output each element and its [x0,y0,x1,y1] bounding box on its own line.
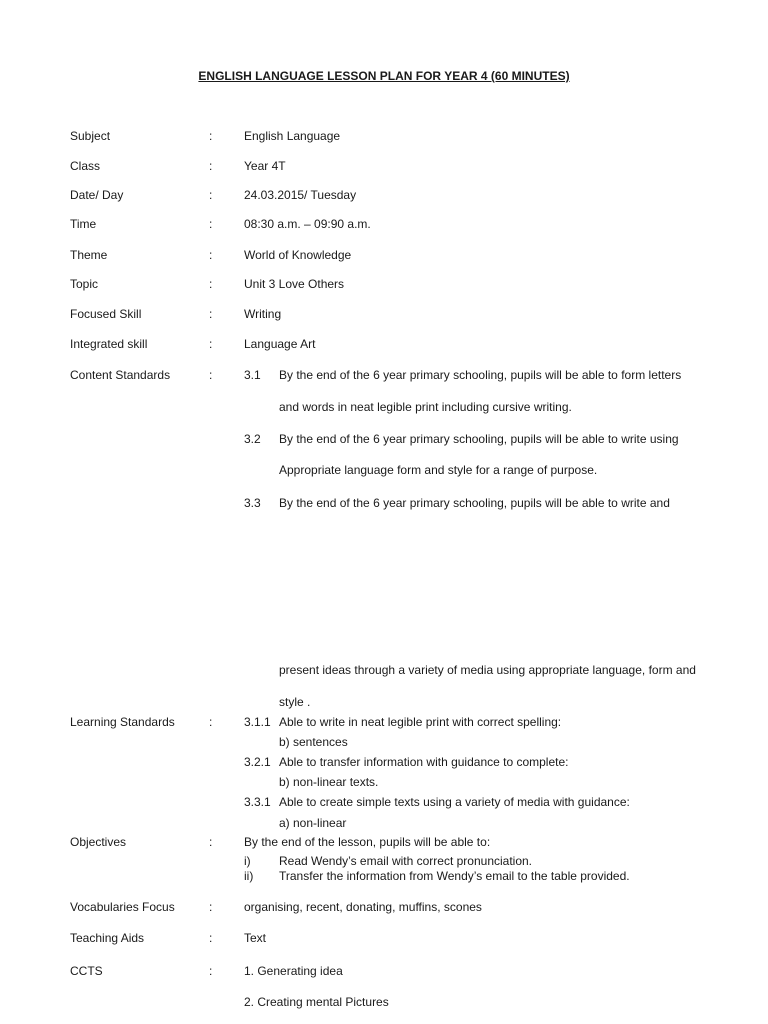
subject-value: English Language [244,129,341,143]
class-label: Class [70,159,101,173]
content-standard-text: present ideas through a variety of media using appropriate language, form and [279,663,696,677]
teaching-aids-value: Text [244,931,267,945]
learning-standard-sub: a) non-linear [279,816,347,830]
topic-value: Unit 3 Love Others [244,277,345,291]
content-standard-text: and words in neat legible print including cursive writing. [279,400,572,414]
objectives-intro: By the end of the lesson, pupils will be able to: [244,835,491,849]
integrated-skill-label: Integrated skill [70,337,148,351]
colon: : [209,337,213,351]
content-standard-text: style . [279,695,311,709]
content-standard-text: By the end of the 6 year primary schooling, pupils will be able to write using [279,432,679,446]
ccts-item: 2. Creating mental Pictures [244,995,389,1009]
vocabularies-focus-value: organising, recent, donating, muffins, scones [244,900,482,914]
colon: : [209,964,213,978]
learning-standard-text: Able to transfer information with guidance to complete: [279,755,569,769]
content-standard-text: By the end of the 6 year primary schooling, pupils will be able to write and [279,496,670,510]
objectives-label: Objectives [70,835,127,849]
objective-number: ii) [244,869,254,883]
colon: : [209,835,213,849]
integrated-skill-value: Language Art [244,337,316,351]
focused-skill-label: Focused Skill [70,307,142,321]
colon: : [209,188,213,202]
time-label: Time [70,217,97,231]
subject-label: Subject [70,129,111,143]
colon: : [209,217,213,231]
learning-standard-number: 3.3.1 [244,795,271,809]
objective-text: Read Wendy’s email with correct pronunciation. [279,854,533,868]
colon: : [209,368,213,382]
colon: : [209,307,213,321]
ccts-label: CCTS [70,964,103,978]
colon: : [209,248,213,262]
topic-label: Topic [70,277,99,291]
content-standard-number: 3.2 [244,432,261,446]
theme-label: Theme [70,248,108,262]
date-value: 24.03.2015/ Tuesday [244,188,357,202]
colon: : [209,931,213,945]
colon: : [209,277,213,291]
focused-skill-value: Writing [244,307,282,321]
learning-standard-text: Able to create simple texts using a variety of media with guidance: [279,795,630,809]
class-value: Year 4T [244,159,286,173]
colon: : [209,900,213,914]
learning-standard-sub: b) non-linear texts. [279,775,379,789]
time-value: 08:30 a.m. – 09:90 a.m. [244,217,371,231]
content-standards-label: Content Standards [70,368,171,382]
content-standard-text: Appropriate language form and style for a range of purpose. [279,463,598,477]
content-standard-text: By the end of the 6 year primary schooling, pupils will be able to form letters [279,368,682,382]
page-title: ENGLISH LANGUAGE LESSON PLAN FOR YEAR 4 (60 MINUTES) [198,69,570,83]
date-label: Date/ Day [70,188,124,202]
learning-standard-number: 3.1.1 [244,715,271,729]
colon: : [209,129,213,143]
objective-number: i) [244,854,251,868]
learning-standard-sub: b) sentences [279,735,348,749]
learning-standard-number: 3.2.1 [244,755,271,769]
theme-value: World of Knowledge [244,248,352,262]
colon: : [209,715,213,729]
content-standard-number: 3.1 [244,368,261,382]
colon: : [209,159,213,173]
objective-text: Transfer the information from Wendy’s email to the table provided. [279,869,630,883]
teaching-aids-label: Teaching Aids [70,931,145,945]
learning-standard-text: Able to write in neat legible print with correct spelling: [279,715,562,729]
vocabularies-focus-label: Vocabularies Focus [70,900,175,914]
content-standard-number: 3.3 [244,496,261,510]
ccts-item: 1. Generating idea [244,964,343,978]
learning-standards-label: Learning Standards [70,715,175,729]
